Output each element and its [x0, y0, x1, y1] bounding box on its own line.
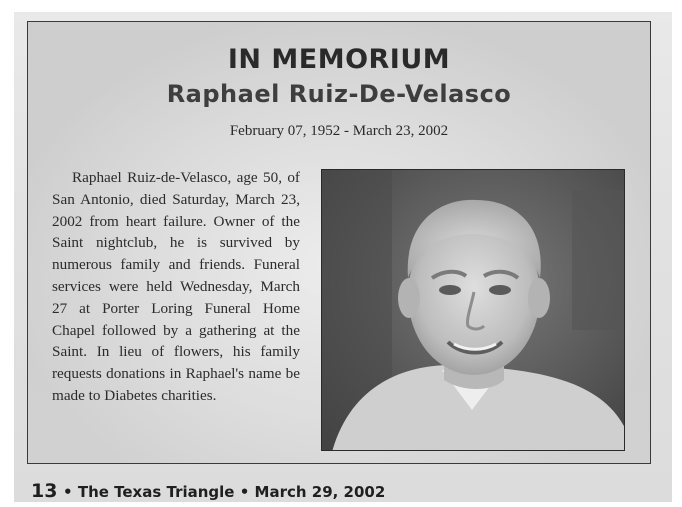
- newspaper-page: [14, 12, 672, 502]
- deceased-name: Raphael Ruiz-De-Velasco: [166, 80, 512, 108]
- memorial-box: [27, 21, 651, 464]
- portrait-photo: [321, 169, 625, 451]
- life-dates: February 07, 1952 - March 23, 2002: [229, 123, 449, 139]
- page-number: 13: [31, 480, 58, 502]
- page-footer: [31, 480, 385, 502]
- obituary-text: Raphael Ruiz-de-Velasco, age 50, of San Antonio, died Saturday, March 23, 2002 from heart failure. Owner of the Saint nightclub, he is survived by numerous family and friends. Funeral services were held Wednesday, March 27 at Porter Loring Funeral Home Chapel followed by a gathering at the Saint. In lieu of flowers, his family requests donations in Raphael's name be made to Diabetes charities.: [52, 169, 300, 404]
- publication-line: • The Texas Triangle • March 29, 2002: [63, 483, 386, 501]
- memorial-heading: IN MEMORIUM: [227, 44, 451, 75]
